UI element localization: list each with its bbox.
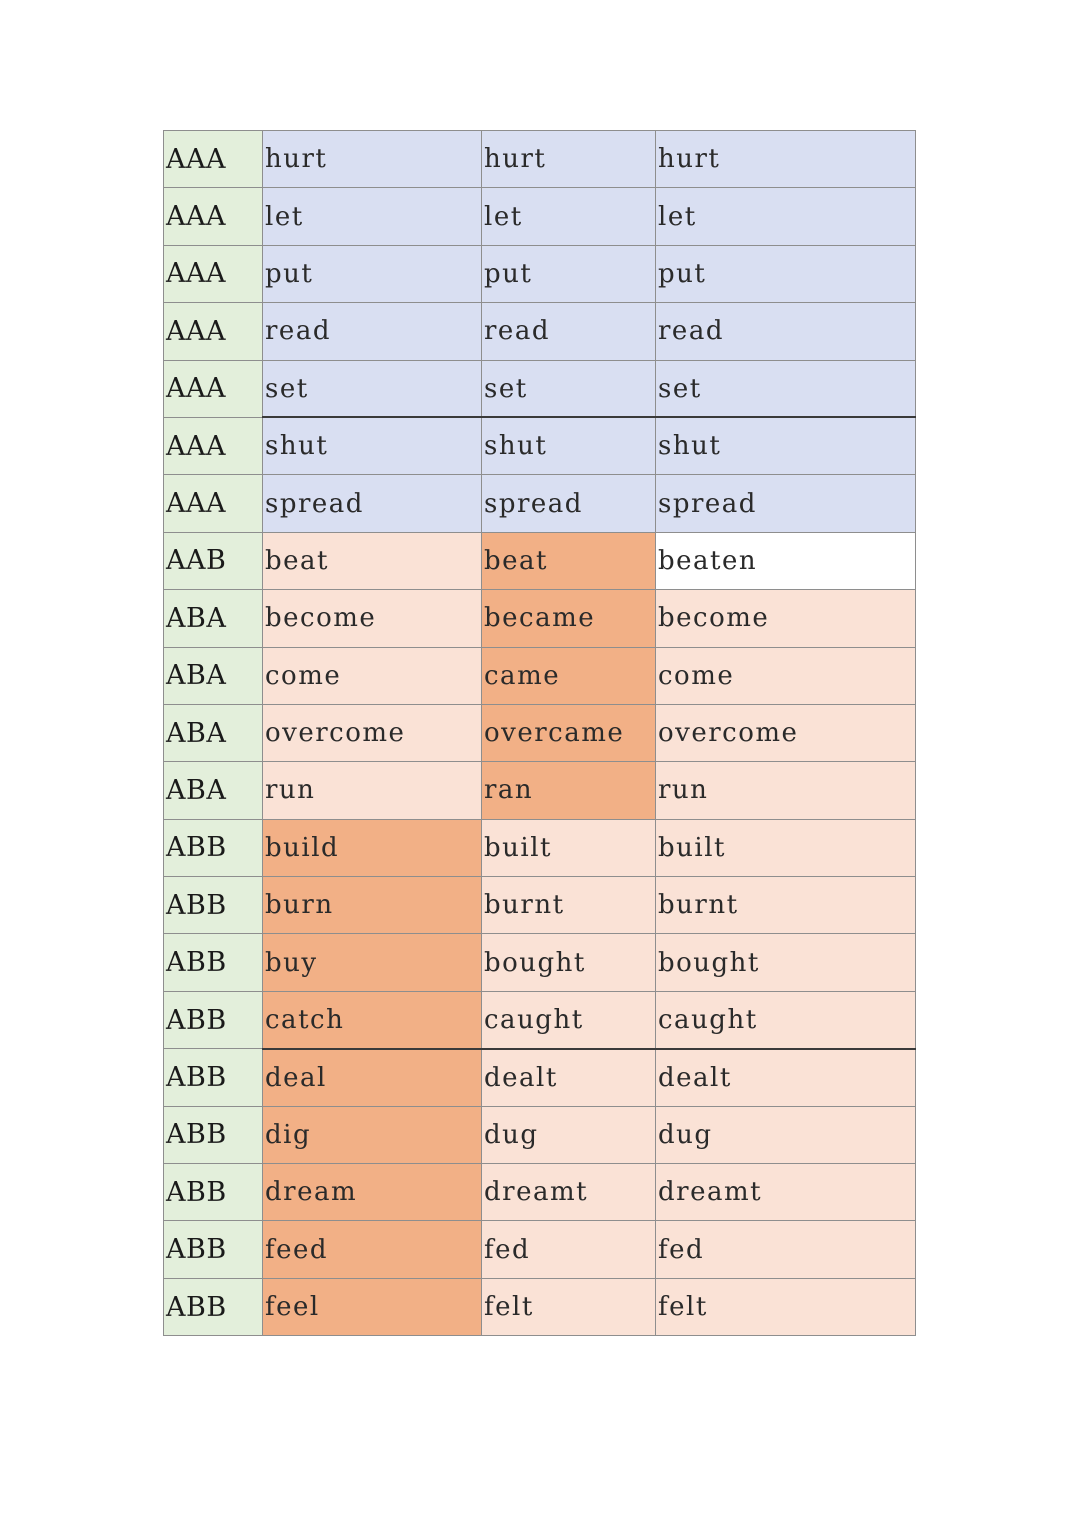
past-tense-cell: dreamt (482, 1164, 656, 1221)
past-tense-cell: dealt (482, 1049, 656, 1106)
base-form-cell: burn (263, 877, 482, 934)
pattern-cell: ABA (164, 762, 263, 819)
pattern-cell: ABB (164, 1106, 263, 1163)
table-row (164, 991, 916, 1048)
base-form-cell: read (263, 303, 482, 360)
table-row (164, 1278, 916, 1335)
table-row (164, 704, 916, 761)
past-participle-cell: bought (656, 934, 916, 991)
base-form-cell: come (263, 647, 482, 704)
past-tense-cell: ran (482, 762, 656, 819)
table-row (164, 877, 916, 934)
past-participle-cell: come (656, 647, 916, 704)
pattern-cell: ABB (164, 1164, 263, 1221)
past-participle-cell: spread (656, 475, 916, 532)
past-tense-cell: beat (482, 532, 656, 589)
past-tense-cell: shut (482, 417, 656, 474)
base-form-cell: set (263, 360, 482, 417)
past-tense-cell: built (482, 819, 656, 876)
base-form-cell: buy (263, 934, 482, 991)
past-tense-cell: felt (482, 1278, 656, 1335)
base-form-cell: beat (263, 532, 482, 589)
pattern-cell: AAA (164, 417, 263, 474)
past-participle-cell: dealt (656, 1049, 916, 1106)
past-tense-cell: overcame (482, 704, 656, 761)
table-row (164, 360, 916, 417)
table-row (164, 131, 916, 188)
past-tense-cell: became (482, 590, 656, 647)
table-row (164, 819, 916, 876)
base-form-cell: become (263, 590, 482, 647)
pattern-cell: ABB (164, 991, 263, 1048)
past-participle-cell: let (656, 188, 916, 245)
pattern-cell: ABB (164, 934, 263, 991)
table-row (164, 417, 916, 474)
past-participle-cell: read (656, 303, 916, 360)
base-form-cell: spread (263, 475, 482, 532)
past-participle-cell: overcome (656, 704, 916, 761)
past-tense-cell: read (482, 303, 656, 360)
verb-table-body (164, 131, 916, 1336)
table-row (164, 1049, 916, 1106)
pattern-cell: AAA (164, 360, 263, 417)
base-form-cell: let (263, 188, 482, 245)
pattern-cell: ABB (164, 1278, 263, 1335)
base-form-cell: deal (263, 1049, 482, 1106)
table-row (164, 762, 916, 819)
past-tense-cell: dug (482, 1106, 656, 1163)
past-tense-cell: put (482, 245, 656, 302)
pattern-cell: ABB (164, 1221, 263, 1278)
base-form-cell: catch (263, 991, 482, 1048)
pattern-cell: AAB (164, 532, 263, 589)
table-row (164, 475, 916, 532)
past-participle-cell: become (656, 590, 916, 647)
pattern-cell: ABA (164, 647, 263, 704)
table-row (164, 532, 916, 589)
table-row (164, 245, 916, 302)
table-row (164, 647, 916, 704)
table-row (164, 590, 916, 647)
past-participle-cell: hurt (656, 131, 916, 188)
past-tense-cell: burnt (482, 877, 656, 934)
past-participle-cell: caught (656, 991, 916, 1048)
base-form-cell: dig (263, 1106, 482, 1163)
table-row (164, 1221, 916, 1278)
table-row (164, 934, 916, 991)
past-participle-cell: set (656, 360, 916, 417)
past-tense-cell: came (482, 647, 656, 704)
table-row (164, 1164, 916, 1221)
pattern-cell: AAA (164, 475, 263, 532)
irregular-verb-table (163, 130, 916, 1336)
pattern-cell: ABB (164, 819, 263, 876)
table-row (164, 1106, 916, 1163)
past-tense-cell: hurt (482, 131, 656, 188)
pattern-cell: ABB (164, 1049, 263, 1106)
pattern-cell: AAA (164, 188, 263, 245)
base-form-cell: dream (263, 1164, 482, 1221)
past-participle-cell: felt (656, 1278, 916, 1335)
past-participle-cell: put (656, 245, 916, 302)
base-form-cell: feel (263, 1278, 482, 1335)
table-row (164, 188, 916, 245)
pattern-cell: ABA (164, 704, 263, 761)
pattern-cell: ABB (164, 877, 263, 934)
past-participle-cell: burnt (656, 877, 916, 934)
past-participle-cell: run (656, 762, 916, 819)
pattern-cell: AAA (164, 303, 263, 360)
past-participle-cell: dug (656, 1106, 916, 1163)
past-tense-cell: spread (482, 475, 656, 532)
past-participle-cell: fed (656, 1221, 916, 1278)
past-tense-cell: bought (482, 934, 656, 991)
past-participle-cell: shut (656, 417, 916, 474)
base-form-cell: overcome (263, 704, 482, 761)
base-form-cell: put (263, 245, 482, 302)
past-participle-cell: dreamt (656, 1164, 916, 1221)
past-participle-cell: beaten (656, 532, 916, 589)
base-form-cell: shut (263, 417, 482, 474)
table-row (164, 303, 916, 360)
pattern-cell: ABA (164, 590, 263, 647)
past-tense-cell: fed (482, 1221, 656, 1278)
base-form-cell: build (263, 819, 482, 876)
pattern-cell: AAA (164, 245, 263, 302)
pattern-cell: AAA (164, 131, 263, 188)
base-form-cell: feed (263, 1221, 482, 1278)
past-participle-cell: built (656, 819, 916, 876)
past-tense-cell: set (482, 360, 656, 417)
base-form-cell: run (263, 762, 482, 819)
past-tense-cell: caught (482, 991, 656, 1048)
base-form-cell: hurt (263, 131, 482, 188)
past-tense-cell: let (482, 188, 656, 245)
